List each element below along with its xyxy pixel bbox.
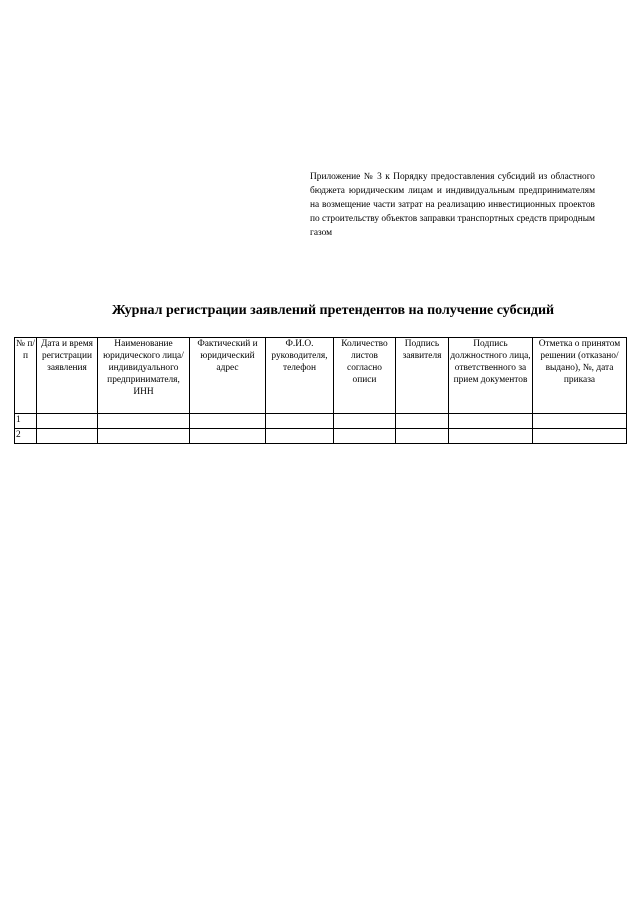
header-number: № п/п <box>15 338 37 414</box>
header-address: Фактический и юридический адрес <box>190 338 266 414</box>
cell-address <box>190 429 266 444</box>
cell-official-signature <box>449 414 533 429</box>
cell-official-signature <box>449 429 533 444</box>
cell-number: 2 <box>15 429 37 444</box>
page-title: Журнал регистрации заявлений претендентов на получение субсидий <box>111 303 555 318</box>
table-row <box>15 414 627 429</box>
header-registration-datetime: Дата и время регистрации заявления <box>37 338 98 414</box>
registration-journal-table <box>14 337 627 444</box>
cell-director <box>266 429 334 444</box>
header-applicant-signature: Подпись заявителя <box>396 338 449 414</box>
table-header-row <box>15 338 627 414</box>
cell-number: 1 <box>15 414 37 429</box>
cell-decision <box>533 429 627 444</box>
cell-sheet-count <box>334 429 396 444</box>
cell-applicant-signature <box>396 429 449 444</box>
cell-registration-datetime <box>37 414 98 429</box>
cell-applicant-name <box>98 429 190 444</box>
cell-decision <box>533 414 627 429</box>
cell-applicant-name <box>98 414 190 429</box>
cell-registration-datetime <box>37 429 98 444</box>
cell-sheet-count <box>334 414 396 429</box>
cell-director <box>266 414 334 429</box>
table-row <box>15 429 627 444</box>
header-sheet-count: Количество листов согласно описи <box>334 338 396 414</box>
header-decision: Отметка о принятом решении (отказано/выдано), №, дата приказа <box>533 338 627 414</box>
header-applicant-name: Наименование юридического лица/ индивидуального предпринимателя, ИНН <box>98 338 190 414</box>
header-director: Ф.И.О. руководителя, телефон <box>266 338 334 414</box>
cell-address <box>190 414 266 429</box>
cell-applicant-signature <box>396 414 449 429</box>
appendix-note: Приложение № 3 к Порядку предоставления субсидий из областного бюджета юридическим лицам и индивидуальным предпринимателям на возмещение части затрат на реализацию инвестиционных проектов по строительству объектов заправки транспортных средств природным газом <box>310 172 595 238</box>
header-official-signature: Подпись должностного лица, ответственного за прием документов <box>449 338 533 414</box>
